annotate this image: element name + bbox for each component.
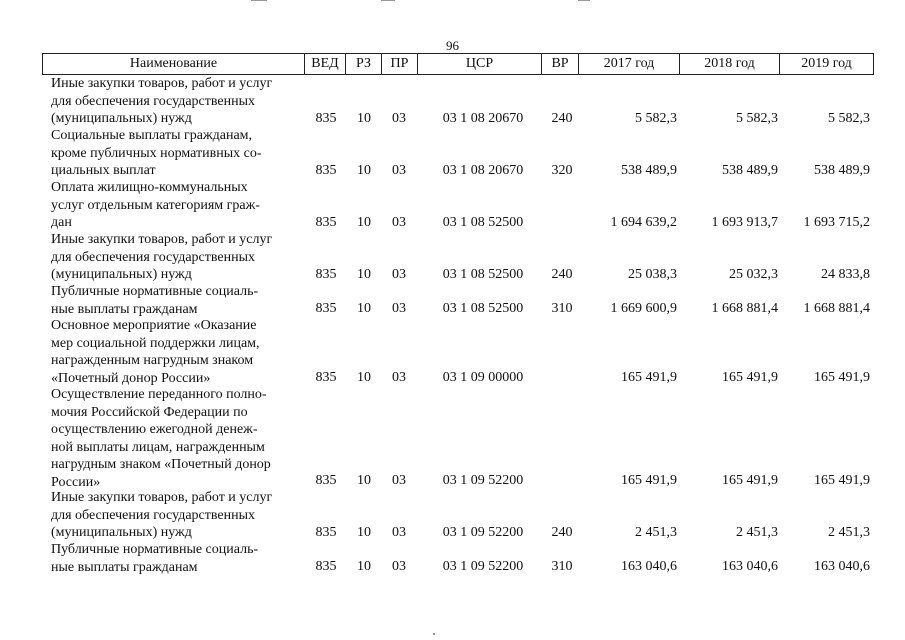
row-name: Иные закупки товаров, работ и услуг для обеспечения государственных (муниципальных) нужд xyxy=(51,76,273,126)
column-header-2017: 2017 год xyxy=(579,54,680,74)
cell-rz: 10 xyxy=(357,111,371,126)
cell-2017: 1 694 639,2 xyxy=(610,215,677,230)
cell-2018: 163 040,6 xyxy=(722,559,778,574)
column-header-name: Наименование xyxy=(43,54,305,74)
page-number: 96 xyxy=(446,38,459,53)
cell-rz: 10 xyxy=(357,163,371,178)
row-name: Социальные выплаты гражданам, кроме публичных нормативных со- циальных выплат xyxy=(51,128,262,178)
cell-2019: 165 491,9 xyxy=(814,473,870,488)
cell-2018: 1 668 881,4 xyxy=(711,301,778,316)
cell-pr: 03 xyxy=(392,215,406,230)
cell-2018: 25 032,3 xyxy=(729,267,778,282)
cell-pr: 03 xyxy=(392,525,406,540)
cell-pr: 03 xyxy=(392,370,406,385)
cell-vr: 310 xyxy=(551,301,573,316)
cell-pr: 03 xyxy=(392,111,406,126)
cell-rz: 10 xyxy=(357,267,371,282)
cell-pr: 03 xyxy=(392,267,406,282)
scan-mark xyxy=(381,0,395,1)
cell-pr: 03 xyxy=(392,163,406,178)
cell-2019: 165 491,9 xyxy=(814,370,870,385)
cell-rz: 10 xyxy=(357,215,371,230)
cell-csr: 03 1 09 52200 xyxy=(442,525,524,540)
row-name: Оплата жилищно-коммунальных услуг отдельным категориям граж- дан xyxy=(51,180,260,230)
cell-rz: 10 xyxy=(357,473,371,488)
cell-csr: 03 1 08 52500 xyxy=(442,267,524,282)
row-name: Основное мероприятие «Оказание мер социальной поддержки лицам, награжденным нагрудным знаком «Почетный донор России» xyxy=(51,318,260,386)
cell-ved: 835 xyxy=(315,301,337,316)
cell-2017: 25 038,3 xyxy=(628,267,677,282)
cell-2017: 165 491,9 xyxy=(621,370,677,385)
row-name: Иные закупки товаров, работ и услуг для обеспечения государственных (муниципальных) нужд xyxy=(51,490,273,540)
column-header-2019: 2019 год xyxy=(801,56,852,71)
cell-csr: 03 1 09 00000 xyxy=(442,370,524,385)
cell-csr: 03 1 09 52200 xyxy=(442,559,524,574)
cell-2019: 24 833,8 xyxy=(821,267,870,282)
cell-csr: 03 1 08 52500 xyxy=(442,301,524,316)
cell-vr: 240 xyxy=(551,111,573,126)
cell-csr: 03 1 08 20670 xyxy=(442,111,524,126)
cell-ved: 835 xyxy=(315,559,337,574)
cell-ved: 835 xyxy=(315,473,337,488)
cell-vr: 310 xyxy=(551,559,573,574)
cell-2017: 1 669 600,9 xyxy=(610,301,677,316)
cell-ved: 835 xyxy=(315,215,337,230)
cell-vr: 240 xyxy=(551,525,573,540)
cell-csr: 03 1 09 52200 xyxy=(442,473,524,488)
cell-pr: 03 xyxy=(392,559,406,574)
cell-pr: 03 xyxy=(392,301,406,316)
cell-2018: 165 491,9 xyxy=(722,473,778,488)
column-header-ved: ВЕД xyxy=(305,54,346,74)
cell-2018: 1 693 913,7 xyxy=(711,215,778,230)
scan-mark xyxy=(578,0,590,1)
cell-vr: 240 xyxy=(551,267,573,282)
cell-ved: 835 xyxy=(315,267,337,282)
cell-2017: 538 489,9 xyxy=(621,163,677,178)
column-header-csr: ЦСР xyxy=(418,54,542,74)
cell-2017: 2 451,3 xyxy=(635,525,677,540)
scan-mark xyxy=(251,0,267,1)
cell-rz: 10 xyxy=(357,370,371,385)
table-header xyxy=(42,53,874,75)
cell-ved: 835 xyxy=(315,370,337,385)
cell-2018: 5 582,3 xyxy=(736,111,778,126)
row-name: Иные закупки товаров, работ и услуг для обеспечения государственных (муниципальных) нужд xyxy=(51,232,273,282)
cell-2018: 538 489,9 xyxy=(722,163,778,178)
cell-2019: 5 582,3 xyxy=(828,111,870,126)
cell-rz: 10 xyxy=(357,525,371,540)
cell-2017: 163 040,6 xyxy=(621,559,677,574)
cell-2019: 538 489,9 xyxy=(814,163,870,178)
cell-rz: 10 xyxy=(357,301,371,316)
cell-csr: 03 1 08 20670 xyxy=(442,163,524,178)
cell-ved: 835 xyxy=(315,525,337,540)
column-header-pr: ПР xyxy=(382,54,418,74)
cell-ved: 835 xyxy=(315,111,337,126)
cell-csr: 03 1 08 52500 xyxy=(442,215,524,230)
cell-2019: 2 451,3 xyxy=(828,525,870,540)
cell-vr: 320 xyxy=(551,163,573,178)
cell-2017: 165 491,9 xyxy=(621,473,677,488)
scan-mark xyxy=(433,633,435,635)
cell-pr: 03 xyxy=(392,473,406,488)
row-name: Публичные нормативные социаль- ные выплаты гражданам xyxy=(51,284,259,317)
cell-rz: 10 xyxy=(357,559,371,574)
cell-2018: 2 451,3 xyxy=(736,525,778,540)
cell-2019: 1 693 715,2 xyxy=(803,215,870,230)
row-name: Осуществление переданного полно- мочия Российской Федерации по осуществлению ежегодной денеж- ной выплаты лицам, награжденным нагрудным знаком «Почетный донор России» xyxy=(51,387,271,490)
cell-ved: 835 xyxy=(315,163,337,178)
column-header-2018: 2018 год xyxy=(680,54,780,74)
cell-2019: 163 040,6 xyxy=(814,559,870,574)
cell-2017: 5 582,3 xyxy=(635,111,677,126)
cell-2019: 1 668 881,4 xyxy=(803,301,870,316)
column-header-rz: РЗ xyxy=(346,54,382,74)
cell-2018: 165 491,9 xyxy=(722,370,778,385)
row-name: Публичные нормативные социаль- ные выплаты гражданам xyxy=(51,542,259,575)
column-header-vr: ВР xyxy=(542,54,579,74)
